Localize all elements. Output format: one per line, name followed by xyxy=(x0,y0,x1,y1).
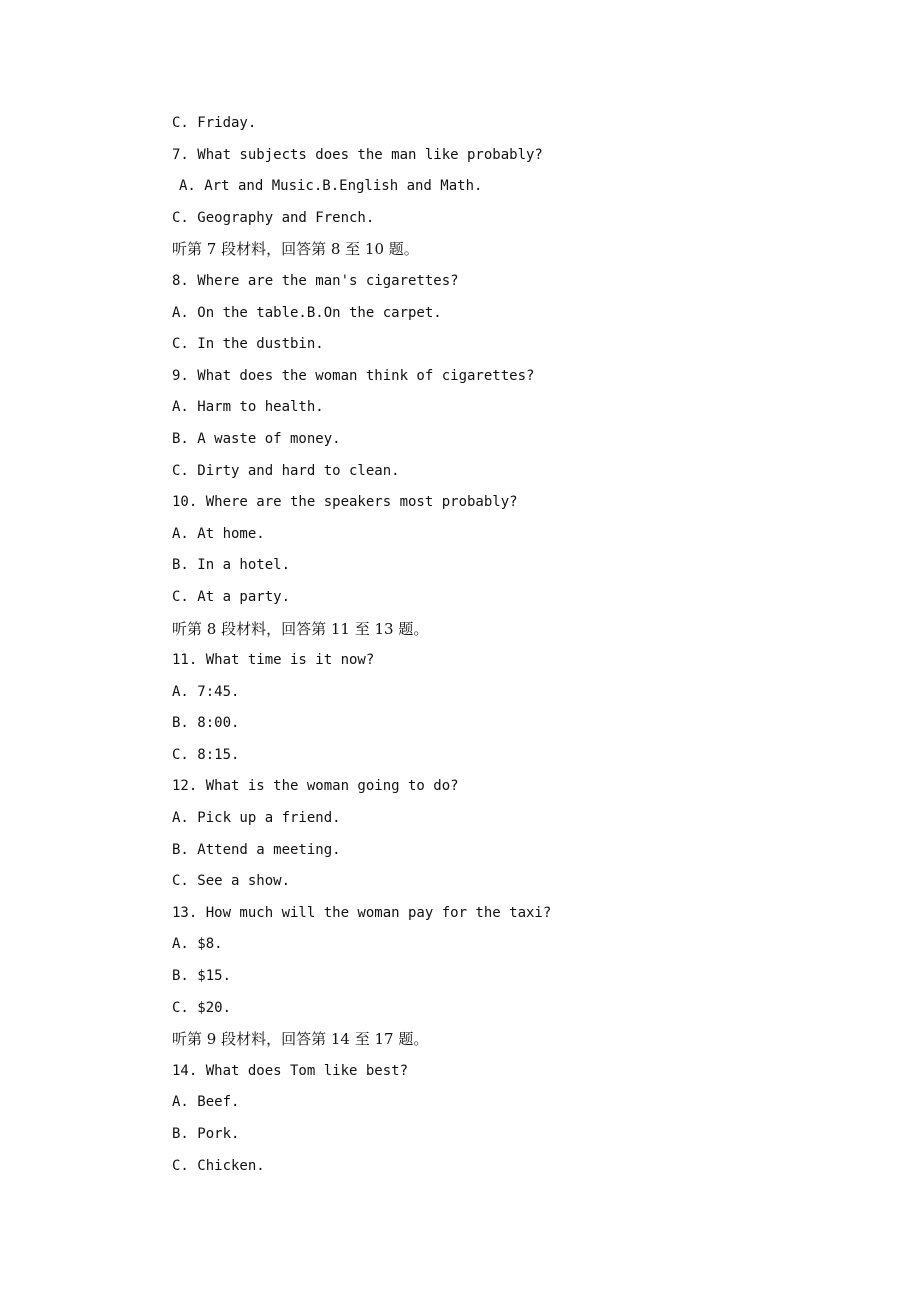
question-line: 14. What does Tom like best? xyxy=(172,1062,409,1079)
option-line: A. 7:45. xyxy=(172,683,240,700)
section-instruction: 听第 8 段材料，回答第 11 至 13 题。 xyxy=(172,619,429,638)
option-line: A. Beef. xyxy=(172,1094,240,1111)
question-line: 7. What subjects does the man like probably? xyxy=(172,146,543,163)
option-line: A. $8. xyxy=(172,936,223,953)
option-line: C. $20. xyxy=(172,999,232,1016)
option-line: B. In a hotel. xyxy=(172,557,291,574)
question-line: 11. What time is it now? xyxy=(172,652,375,669)
option-line: B. $15. xyxy=(172,968,232,985)
option-line: C. Dirty and hard to clean. xyxy=(172,462,400,479)
document-body xyxy=(172,110,872,1184)
question-line: 12. What is the woman going to do? xyxy=(172,778,459,795)
option-line: B. 8:00. xyxy=(172,715,240,732)
option-line: B. A waste of money. xyxy=(172,430,341,447)
option-line: A. At home. xyxy=(172,525,265,542)
option-line: B. Attend a meeting. xyxy=(172,841,341,858)
option-line: C. Chicken. xyxy=(172,1157,265,1174)
option-line: B. Pork. xyxy=(172,1126,240,1142)
option-line: A. Pick up a friend. xyxy=(172,810,341,827)
option-line: A. On the table.B.On the carpet. xyxy=(172,304,442,321)
option-line: A. Harm to health. xyxy=(172,399,324,416)
option-line: C. Friday. xyxy=(172,115,257,131)
question-line: 10. Where are the speakers most probably? xyxy=(172,494,518,511)
option-line: C. See a show. xyxy=(172,873,291,890)
option-line: C. 8:15. xyxy=(172,746,240,763)
question-line: 9. What does the woman think of cigarettes? xyxy=(172,367,535,384)
option-line: C. In the dustbin. xyxy=(172,336,324,353)
option-line: A. Art and Music.B.English and Math. xyxy=(179,178,483,195)
section-instruction: 听第 7 段材料，回答第 8 至 10 题。 xyxy=(172,240,419,259)
option-line: C. Geography and French. xyxy=(172,209,375,226)
section-instruction: 听第 9 段材料，回答第 14 至 17 题。 xyxy=(172,1030,429,1049)
question-line: 8. Where are the man's cigarettes? xyxy=(172,272,459,289)
question-line: 13. How much will the woman pay for the taxi? xyxy=(172,904,552,921)
option-line: C. At a party. xyxy=(172,588,291,605)
